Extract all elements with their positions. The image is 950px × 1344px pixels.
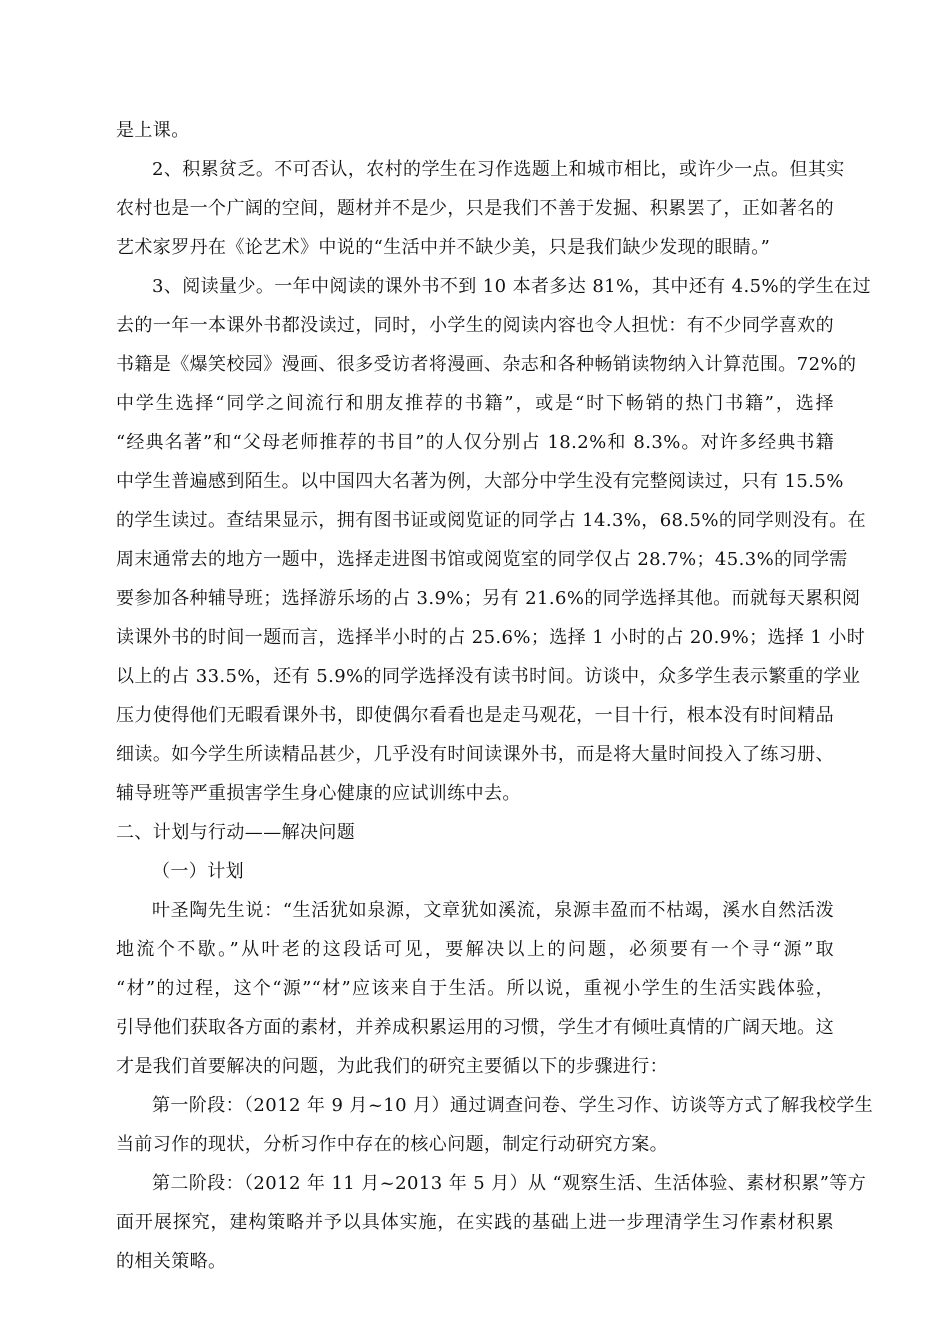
text-line: 去的一年一本课外书都没读过，同时，小学生的阅读内容也令人担忧：有不少同学喜欢的: [116, 315, 834, 336]
text-line: 引导他们获取各方面的素材，并养成积累运用的习惯，学生才有倾吐真情的广阔天地。这: [116, 1017, 834, 1038]
text-line: 辅导班等严重损害学生身心健康的应试训练中去。: [116, 783, 521, 804]
paragraph-quote-start: 叶圣陶先生说：“生活犹如泉源，文章犹如溪流，泉源丰盈而不枯竭，溪水自然活泼: [152, 900, 834, 921]
text-line: 艺术家罗丹在《论艺术》中说的“生活中并不缺少美，只是我们缺少发现的眼睛。”: [116, 237, 771, 258]
text-line: 要参加各种辅导班；选择游乐场的占 3.9%；另有 21.6%的同学选择其他。而就每天累积阅: [116, 588, 861, 609]
text-line: 农村也是一个广阔的空间，题材并不是少，只是我们不善于发掘、积累罢了，正如著名的: [116, 198, 834, 219]
text-line: 面开展探究，建构策略并予以具体实施，在实践的基础上进一步理清学生习作素材积累: [116, 1212, 834, 1233]
text-line: 当前习作的现状，分析习作中存在的核心问题，制定行动研究方案。: [116, 1134, 668, 1155]
text-line: 中学生选择“同学之间流行和朋友推荐的书籍”，或是“时下畅销的热门书籍”，选择: [116, 393, 834, 414]
subsection-heading: （一）计划: [152, 861, 244, 882]
paragraph-stage-two: 第二阶段：（2012 年 11 月~2013 年 5 月）从 “观察生活、生活体验、素材积累”等方: [152, 1173, 867, 1194]
section-heading: 二、计划与行动——解决问题: [116, 822, 356, 843]
text-line: 是上课。: [116, 120, 190, 141]
text-line: 周末通常去的地方一题中，选择走进图书馆或阅览室的同学仅占 28.7%；45.3%的同学需: [116, 549, 848, 570]
text-line: 才是我们首要解决的问题，为此我们的研究主要循以下的步骤进行：: [116, 1056, 668, 1077]
paragraph-stage-one: 第一阶段：（2012 年 9 月~10 月）通过调查问卷、学生习作、访谈等方式了解我校学生: [152, 1095, 874, 1116]
text-line: 中学生普遍感到陌生。以中国四大名著为例，大部分中学生没有完整阅读过，只有 15.5%: [116, 471, 844, 492]
text-line: 的相关策略。: [116, 1251, 227, 1272]
text-line: 的学生读过。查结果显示，拥有图书证或阅览证的同学占 14.3%，68.5%的同学则没有。在: [116, 510, 867, 531]
text-line: 读课外书的时间一题而言，选择半小时的占 25.6%；选择 1 小时的占 20.9%；选择 1 小时: [116, 627, 866, 648]
text-line: “材”的过程，这个“源”“材”应该来自于生活。所以说，重视小学生的生活实践体验，: [116, 978, 834, 999]
text-line: 书籍是《爆笑校园》漫画、很多受访者将漫画、杂志和各种畅销读物纳入计算范围。72%的: [116, 354, 857, 375]
text-line: “经典名著”和“父母老师推荐的书目”的人仅分别占 18.2%和 8.3%。对许多经典书籍: [116, 432, 834, 453]
text-line: 压力使得他们无暇看课外书，即使偶尔看看也是走马观花，一目十行，根本没有时间精品: [116, 705, 834, 726]
text-line: 以上的占 33.5%，还有 5.9%的同学选择没有读书时间。访谈中，众多学生表示繁重的学业: [116, 666, 861, 687]
text-line: 细读。如今学生所读精品甚少，几乎没有时间读课外书，而是将大量时间投入了练习册、: [116, 744, 834, 765]
paragraph-accumulation-start: 2、积累贫乏。不可否认，农村的学生在习作选题上和城市相比，或许少一点。但其实: [152, 159, 845, 180]
text-line: 地流个不歇。”从叶老的这段话可见，要解决以上的问题，必须要有一个寻“源”取: [116, 939, 834, 960]
paragraph-reading-start: 3、阅读量少。一年中阅读的课外书不到 10 本者多达 81%，其中还有 4.5%的学生在过: [152, 276, 871, 297]
